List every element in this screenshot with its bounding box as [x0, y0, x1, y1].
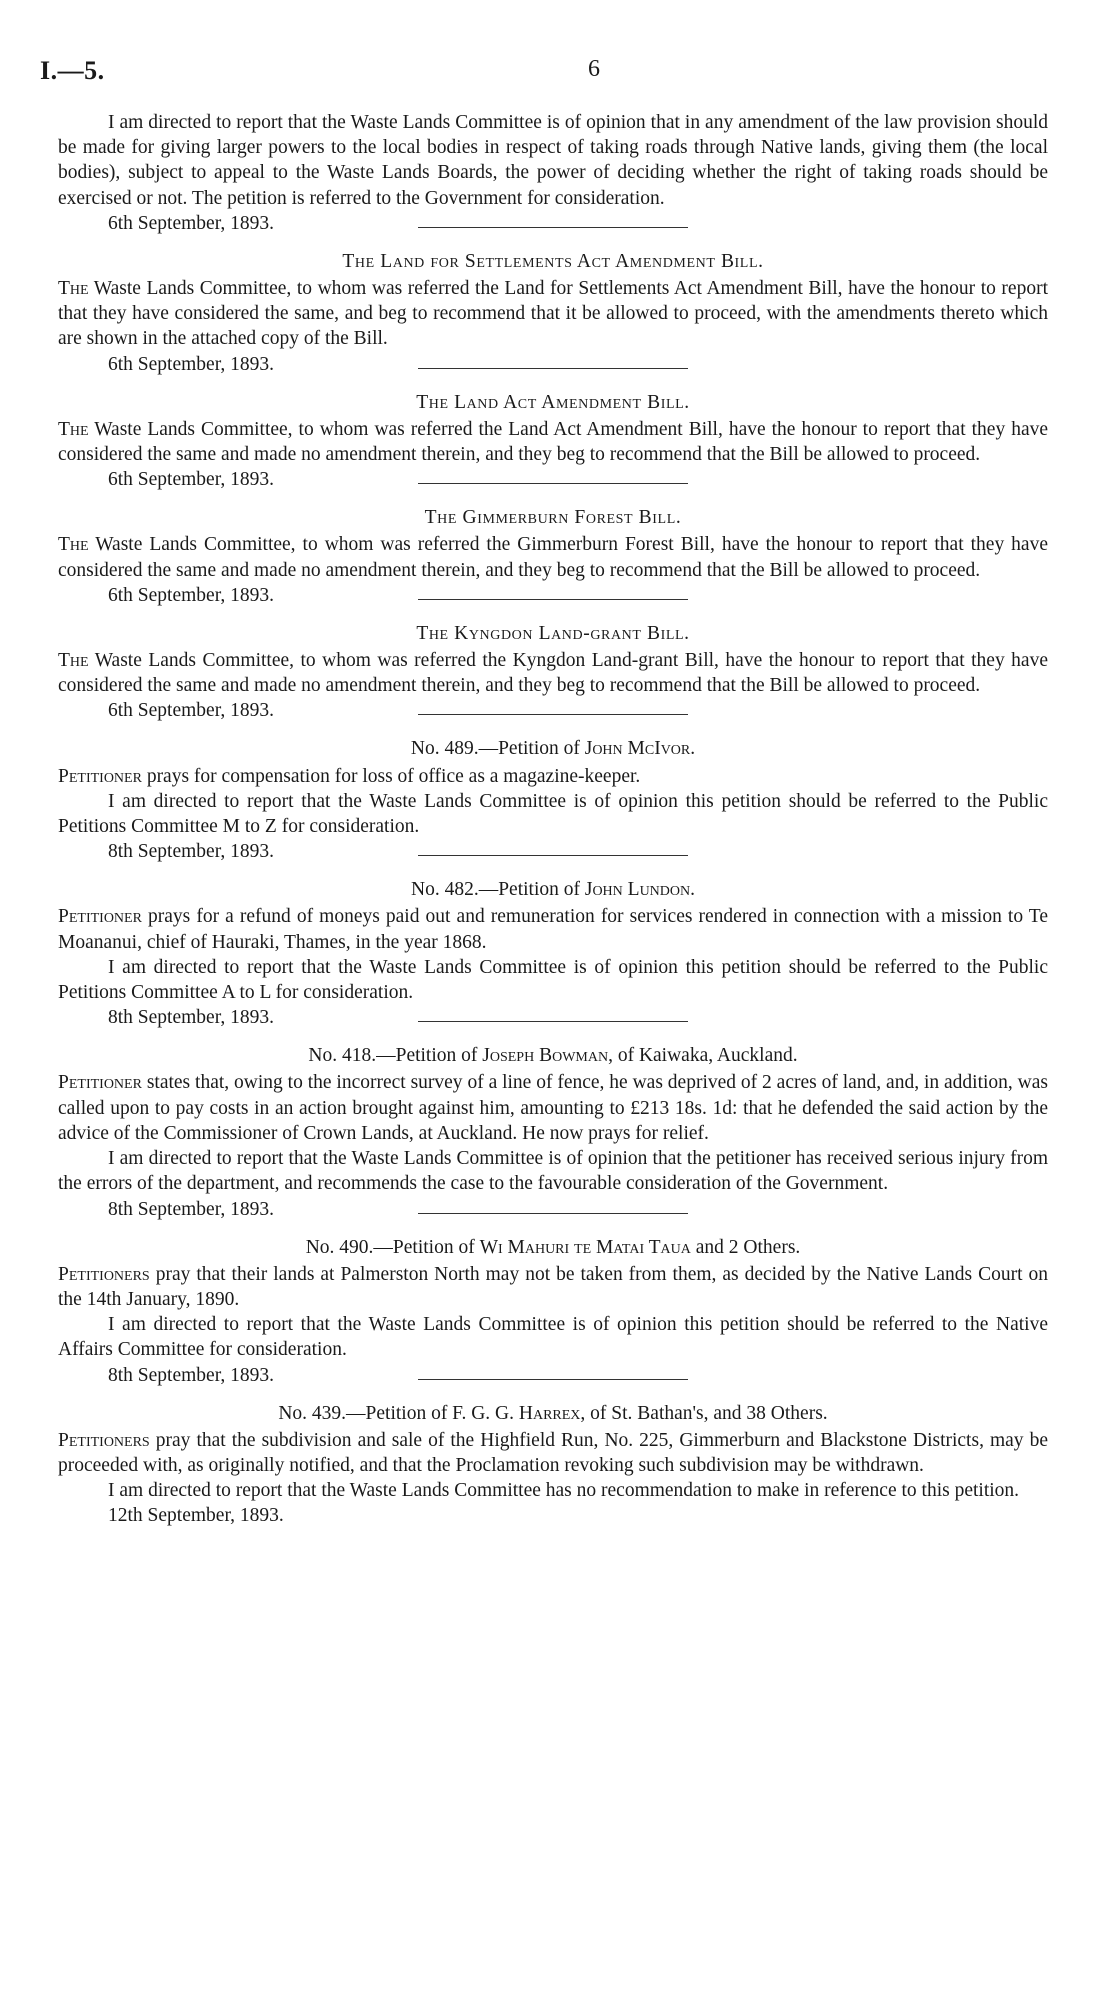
petition-489-lead: Petitioner — [58, 765, 142, 787]
petition-489-name: John McIvor. — [584, 738, 696, 760]
petition-489-title — [58, 736, 1048, 761]
petition-418-number: No. 418.—Petition of — [308, 1045, 483, 1067]
bill-land-act-date-line — [58, 467, 1048, 492]
petition-489-date: 8th September, 1893. — [108, 841, 275, 863]
petition-418-suffix: of Kaiwaka, Auckland. — [612, 1045, 798, 1067]
bill-gimmerburn-date: 6th September, 1893. — [108, 584, 275, 606]
petition-482-date-line — [58, 1005, 1048, 1030]
section-divider — [418, 1379, 688, 1380]
bill-land-act-lead: The — [58, 418, 89, 440]
petition-439-lead: Petitioners — [58, 1429, 150, 1451]
petition-439-prayer — [58, 1428, 1048, 1478]
document-body — [58, 110, 1048, 1528]
petition-439-report: I am directed to report that the Waste Lands Committee has no recommendation to make in reference to this petition. — [108, 1480, 1020, 1502]
bill-gimmerburn-body: Waste Lands Committee, to whom was referred the Gimmerburn Forest Bill, have the honour to report that they have considered the same and made no amendment therein, and they beg to recommend that the Bill be allowed to proceed. — [58, 534, 1048, 581]
bill-gimmerburn-paragraph — [58, 532, 1048, 582]
petition-482-title — [58, 877, 1048, 902]
petition-418-title — [58, 1043, 1048, 1068]
section-divider — [418, 599, 688, 600]
petition-418-report: I am directed to report that the Waste Lands Committee is of opinion that the petitioner has received serious injury from the errors of the department, and recommends the case to the favourable consideration of the Government. — [58, 1148, 1048, 1195]
petition-439-date-line — [58, 1503, 1048, 1528]
petition-490-prayer — [58, 1262, 1048, 1312]
page-header — [40, 56, 1060, 92]
petition-439-suffix: of St. Bathan's, and 38 Others. — [585, 1402, 828, 1424]
bill-kyngdon-title: The Kyngdon Land-grant Bill. — [416, 622, 690, 644]
petition-418-date: 8th September, 1893. — [108, 1198, 275, 1220]
petition-490-date: 8th September, 1893. — [108, 1364, 275, 1386]
bill-kyngdon-date-line — [58, 698, 1048, 723]
bill-kyngdon-body: Waste Lands Committee, to whom was referred the Kyngdon Land-grant Bill, have the honour to report that they have considered the same and made no amendment therein, and they beg to recommend that the Bill be allowed to proceed. — [58, 650, 1048, 697]
section-divider — [418, 368, 688, 369]
petition-439-name: Harrex, — [518, 1402, 586, 1424]
bill-land-act-body: Waste Lands Committee, to whom was referred the Land Act Amendment Bill, have the honour to report that they have considered the same and made no amendment therein, and they beg to recommend that the Bill be allowed to proceed. — [58, 418, 1048, 466]
petition-489-number: No. 489.—Petition of — [410, 738, 585, 760]
section-divider — [418, 855, 688, 856]
petition-489-prayer — [58, 764, 1048, 789]
petition-490-lead: Petitioners — [58, 1263, 150, 1285]
bill-settlements-title: The Land for Settlements Act Amendment Bill. — [342, 250, 764, 272]
section-divider — [418, 1213, 688, 1214]
petition-482-report: I am directed to report that the Waste Lands Committee is of opinion this petition should be referred to the Public Petitions Committee A to L for consideration. — [58, 956, 1048, 1004]
petition-489-date-line — [58, 839, 1048, 864]
petition-490-report: I am directed to report that the Waste Lands Committee is of opinion this petition should be referred to the Native Affairs Committee for consideration. — [58, 1314, 1048, 1361]
page-number: 6 — [588, 56, 600, 82]
petition-439-date: 12th September, 1893. — [108, 1505, 284, 1527]
paper-reference: I.—5. — [40, 56, 105, 85]
petition-482-lead: Petitioner — [58, 906, 142, 928]
intro-date: 6th September, 1893. — [108, 212, 275, 234]
bill-kyngdon-paragraph — [58, 648, 1048, 698]
petition-418-lead: Petitioner — [58, 1072, 142, 1094]
bill-land-act-date: 6th September, 1893. — [108, 469, 275, 491]
petition-439-prayer-text: pray that the subdivision and sale of the Highfield Run, No. 225, Gimmerburn and Blackstone Districts, may be proceeded with, as originally notified, and that the Proclamation revoking such subdivision may be withdrawn. — [58, 1429, 1048, 1476]
petition-439-number: No. 439.—Petition of F. G. G. — [278, 1402, 519, 1424]
section-divider — [418, 227, 688, 228]
petition-482-prayer-text: prays for a refund of moneys paid out and remuneration for services rendered in connection with a mission to Te Moananui, chief of Hauraki, Thames, in the year 1868. — [58, 906, 1048, 953]
intro-date-line — [58, 211, 1048, 236]
bill-settlements-date: 6th September, 1893. — [108, 353, 275, 375]
petition-418-name: Joseph Bowman, — [482, 1045, 613, 1067]
bill-kyngdon-date: 6th September, 1893. — [108, 700, 275, 722]
petition-490-name: Wi Mahuri te Matai Taua — [479, 1236, 691, 1258]
petition-489-prayer-text: prays for compensation for loss of office as a magazine-keeper. — [141, 765, 641, 787]
section-divider — [418, 714, 688, 715]
bill-settlements-body: Waste Lands Committee, to whom was referred the Land for Settlements Act Amendment Bill, have the honour to report that they have considered the same, and beg to recommend that it be allowed to proceed, with the amendments thereto which are shown in the attached copy of the Bill. — [58, 278, 1048, 350]
petition-490-date-line — [58, 1363, 1048, 1388]
bill-land-act-title: The Land Act Amendment Bill. — [416, 391, 690, 413]
bill-settlements-lead: The — [58, 278, 89, 300]
petition-482-number: No. 482.—Petition of — [410, 879, 585, 901]
petition-490-suffix: and 2 Others. — [690, 1236, 801, 1258]
bill-gimmerburn-lead: The — [58, 534, 89, 556]
bill-gimmerburn-date-line — [58, 583, 1048, 608]
petition-490-number: No. 490.—Petition of — [305, 1236, 480, 1258]
section-divider — [418, 1021, 688, 1022]
petition-439-title — [58, 1401, 1048, 1426]
petition-482-date: 8th September, 1893. — [108, 1007, 275, 1029]
bill-settlements-paragraph — [58, 276, 1048, 352]
petition-482-prayer — [58, 904, 1048, 954]
bill-gimmerburn-title: The Gimmerburn Forest Bill. — [424, 507, 682, 529]
petition-490-prayer-text: pray that their lands at Palmerston North may not be taken from them, as decided by the Native Lands Court on the 14th January, 1890. — [58, 1263, 1048, 1310]
bill-land-act-paragraph — [58, 417, 1048, 467]
petition-482-name: John Lundon. — [584, 879, 695, 901]
petition-418-date-line — [58, 1197, 1048, 1222]
intro-paragraph: I am directed to report that the Waste Lands Committee is of opinion that in any amendment of the law provision should be made for giving larger powers to the local bodies in respect of taking roads through Native lands, giving them (the local bodies), subject to appeal to the Waste Lands Boards, the power of deciding whether the right of taking roads should be exercised or not. The petition is referred to the Government for consideration. — [58, 112, 1048, 209]
section-divider — [418, 483, 688, 484]
petition-489-report: I am directed to report that the Waste Lands Committee is of opinion this petition should be referred to the Public Petitions Committee M to Z for consideration. — [58, 790, 1048, 838]
bill-kyngdon-lead: The — [58, 650, 89, 672]
bill-settlements-date-line — [58, 352, 1048, 377]
petition-418-prayer — [58, 1070, 1048, 1146]
petition-490-title — [58, 1235, 1048, 1260]
petition-418-prayer-text: states that, owing to the incorrect survey of a line of fence, he was deprived of 2 acres of land, and, in addition, was called upon to pay costs in an action brought against him, amounting to £213 18s. 1d: that he defended the said action by the advice of the Commissioner of Crown Lands, at Auckland. He now prays for relief. — [58, 1072, 1048, 1144]
